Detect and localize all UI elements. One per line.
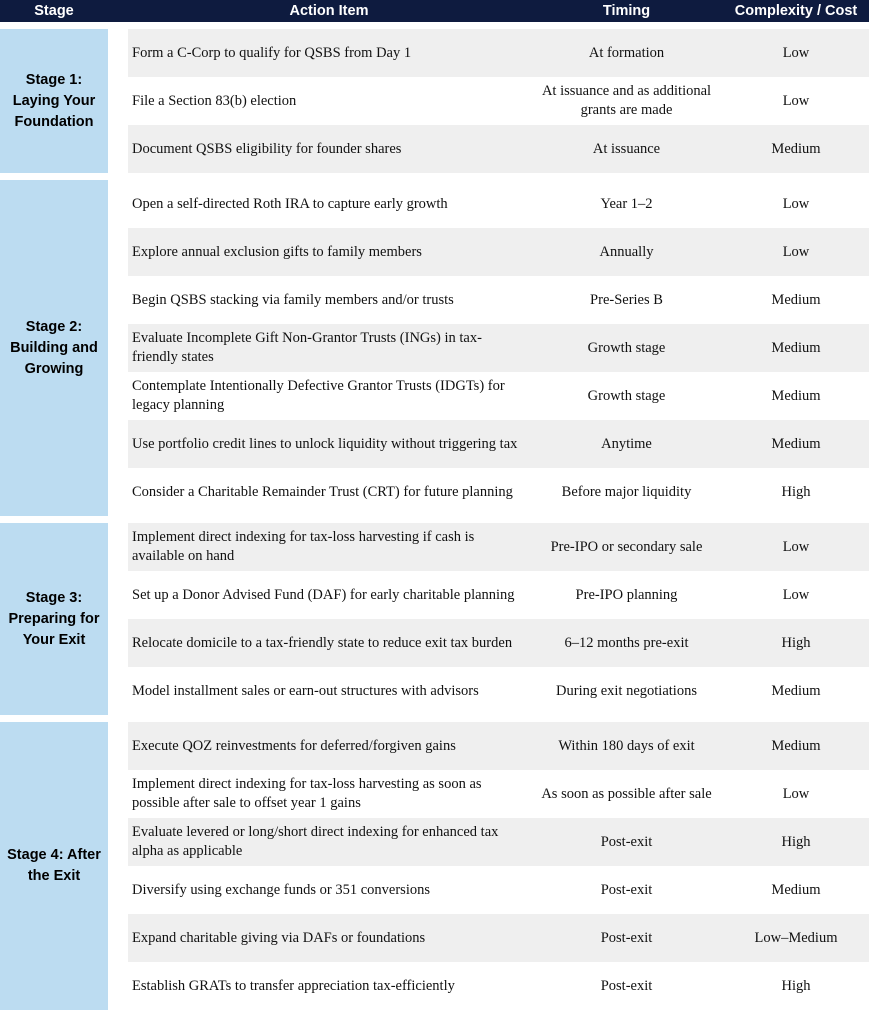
action-item: Diversify using exchange funds or 351 conversions	[132, 881, 430, 898]
table-row	[128, 914, 869, 962]
table-row	[128, 962, 869, 1010]
table-row	[128, 818, 869, 866]
timing: At formation	[588, 44, 665, 61]
complexity-cost: Medium	[771, 682, 821, 699]
complexity-cost: Medium	[771, 737, 821, 754]
action-item: Begin QSBS stacking via family members and/or trusts	[132, 291, 454, 308]
complexity-cost: Low	[782, 44, 810, 61]
table-row	[128, 324, 869, 372]
action-item: Implement direct indexing for tax-loss harvesting if cash is available on hand	[132, 529, 475, 564]
action-item: Implement direct indexing for tax-loss harvesting as soon as possible after sale to offset year 1 gains	[132, 776, 482, 811]
action-item: Document QSBS eligibility for founder shares	[132, 140, 402, 157]
table-row	[128, 77, 869, 125]
table-row	[128, 866, 869, 914]
complexity-cost: Low	[782, 195, 810, 212]
timing: Pre-IPO or secondary sale	[550, 538, 703, 555]
header-stage: Stage	[34, 3, 74, 19]
table-row	[128, 180, 869, 228]
table-row	[128, 468, 869, 516]
table-row	[128, 420, 869, 468]
timing: Growth stage	[587, 339, 666, 356]
timing: Post-exit	[600, 929, 653, 946]
action-item: Evaluate levered or long/short direct indexing for enhanced tax alpha as applicable	[132, 824, 499, 859]
timing: 6–12 months pre-exit	[564, 634, 689, 651]
complexity-cost: Medium	[771, 140, 821, 157]
complexity-cost: Medium	[771, 387, 821, 404]
complexity-cost: Low	[782, 785, 810, 802]
timing: Before major liquidity	[561, 483, 692, 500]
complexity-cost: High	[781, 483, 811, 500]
table-row	[128, 722, 869, 770]
action-item: Establish GRATs to transfer appreciation tax-efficiently	[132, 977, 455, 994]
timing: Year 1–2	[600, 195, 653, 212]
stage-3-label: Stage 3: Preparing for Your Exit	[0, 523, 108, 715]
action-item: Model installment sales or earn-out structures with advisors	[132, 682, 479, 699]
complexity-cost: Medium	[771, 291, 821, 308]
complexity-cost: Low	[782, 538, 810, 555]
complexity-cost: High	[781, 977, 811, 994]
complexity-cost: High	[781, 634, 811, 651]
table-row	[128, 571, 869, 619]
table-row	[128, 372, 869, 420]
table-row	[128, 770, 869, 818]
timing: Pre-Series B	[590, 291, 663, 308]
action-item: Contemplate Intentionally Defective Grantor Trusts (IDGTs) for legacy planning	[132, 378, 505, 413]
complexity-cost: Medium	[771, 881, 821, 898]
header-complexity-cost: Complexity / Cost	[734, 3, 858, 19]
table-row	[128, 29, 869, 77]
action-item: Consider a Charitable Remainder Trust (CRT) for future planning	[132, 483, 513, 500]
timing: Within 180 days of exit	[558, 737, 695, 754]
table-row	[128, 619, 869, 667]
timing: Post-exit	[600, 833, 653, 850]
header-timing: Timing	[602, 3, 651, 19]
complexity-cost: Low–Medium	[754, 929, 838, 946]
action-item: Form a C-Corp to qualify for QSBS from Day 1	[132, 44, 412, 61]
stage-4-label: Stage 4: After the Exit	[0, 722, 108, 1010]
action-item: Expand charitable giving via DAFs or foundations	[132, 929, 426, 946]
timing: Annually	[599, 243, 654, 260]
stage-2-label: Stage 2: Building and Growing	[0, 180, 108, 516]
timing: Post-exit	[600, 977, 653, 994]
table-row	[128, 523, 869, 571]
complexity-cost: Low	[782, 92, 810, 109]
action-item: File a Section 83(b) election	[132, 92, 297, 109]
timing: Pre-IPO planning	[575, 586, 678, 603]
action-item: Open a self-directed Roth IRA to capture early growth	[132, 195, 448, 212]
table-row	[128, 125, 869, 173]
action-item: Relocate domicile to a tax-friendly state to reduce exit tax burden	[132, 634, 513, 651]
timing: During exit negotiations	[556, 682, 697, 699]
table-row	[128, 276, 869, 324]
table-header	[0, 0, 869, 22]
action-item: Execute QOZ reinvestments for deferred/forgiven gains	[132, 737, 456, 754]
table-row	[128, 667, 869, 715]
header-action-item: Action Item	[289, 3, 369, 19]
complexity-cost: High	[781, 833, 811, 850]
action-item: Explore annual exclusion gifts to family members	[132, 243, 422, 260]
complexity-cost: Low	[782, 586, 810, 603]
action-item: Evaluate Incomplete Gift Non-Grantor Trusts (INGs) in tax-friendly states	[132, 330, 482, 365]
timing: At issuance and as additional grants are made	[541, 83, 712, 118]
timing: Post-exit	[600, 881, 653, 898]
table-row	[128, 228, 869, 276]
complexity-cost: Medium	[771, 435, 821, 452]
stage-1-label: Stage 1: Laying Your Foundation	[0, 29, 108, 173]
timing: At issuance	[592, 140, 661, 157]
timing: As soon as possible after sale	[541, 785, 712, 802]
timing: Growth stage	[587, 387, 666, 404]
action-item: Use portfolio credit lines to unlock liquidity without triggering tax	[132, 435, 518, 452]
complexity-cost: Medium	[771, 339, 821, 356]
action-item: Set up a Donor Advised Fund (DAF) for early charitable planning	[132, 586, 515, 603]
complexity-cost: Low	[782, 243, 810, 260]
timing: Anytime	[601, 435, 652, 452]
